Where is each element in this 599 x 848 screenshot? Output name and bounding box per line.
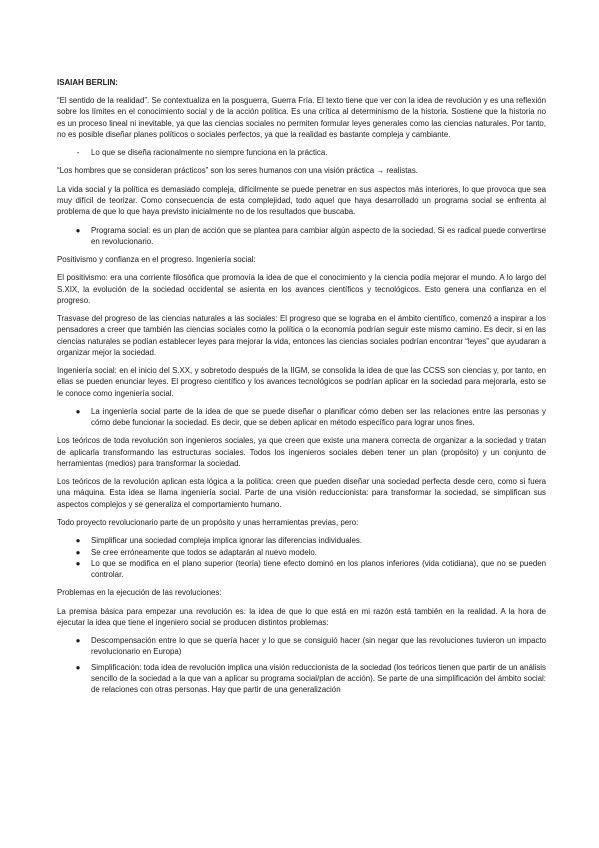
complexity-paragraph: La vida social y la política es demasiado compleja, difícilmente se puede penetrar en sus aspectos más interiores, lo que provoca que sea muy difícil de teorizar. Como consecuencia de esta complejidad, todo aquel que haya desarrollado un programa social se enfrenta al problema de que lo que haya previsto inicialmente no de los resultados que buscaba. [57,184,546,217]
dash-icon: - [76,148,80,158]
list-item [57,225,546,247]
document-body [57,77,546,702]
transfer-paragraph: Trasvase del progreso de las ciencias naturales a las sociales: El progreso que se lograba en el ámbito científico, comenzó a inspirar a los pensadores a creer que también las ciencias sociales como la política o la economía podrían seguir este mismo camino. Es decir, si en las ciencias naturales se podían establecer leyes para mejorar la vida, entonces las ciencias sociales podrían encontrar “leyes” que ayudaran a organizar mejor la sociedad. [57,314,546,357]
theorists-engineers-paragraph: Los teóricos de toda revolución son ingenieros sociales, ya que creen que existe una manera correcta de organizar a la sociedad y tratan de aplicarla transformando las estructuras sociales. Todos los ingenieros sociales deben tener un plan (propósito) y un conjunto de herramientas (medios) para transformar la sociedad. [57,436,546,468]
list-item-text: Simplificar una sociedad compleja implica ignorar las diferencias individuales. [91,536,363,546]
dash-list [57,147,546,158]
project-list [57,535,546,580]
list-item-text: Simplificación: toda idea de revolución implica una visión reduccionista de la sociedad (los teóricos tienen que partir de un análisis sencillo de la sociedad a la que van a aplicar su programa social/plan de acción). Se parte de una simplificación del ámbito social: de relaciones con otras personas. Hay que partir de una generalización [91,662,546,694]
author-heading: ISAIAH BERLIN: [57,78,118,87]
social-program-list [57,225,546,247]
list-item-text: La ingeniería social parte de la idea de que se puede diseñar o planificar cómo deben ser las relaciones entre las personas y cómo debe funcionar la sociedad. Es decir, que se deben aplicar en método específico para lograr unos fines. [91,406,546,428]
bullet-icon: ● [75,225,81,235]
list-item-text: Descompensación entre lo que se quería hacer y lo que se consiguió hacer (sin negar que las revoluciones tuvieron un impacto revolucionario en Europa) [91,636,546,657]
list-item [57,147,546,158]
list-item [57,558,546,580]
intro-paragraph: “El sentido de la realidad”. Se contextualiza en la posguerra, Guerra Fría. El texto tiene que ver con la idea de revolución y es una reflexión sobre los límites en el conocimiento social y de la acción política. Es una crítica al determinismo de la historia. Sostiene que la historia no es un proceso lineal ni inevitable, ya que las ciencias sociales no permiten formular leyes generales como las ciencias naturales. Por tanto, no es posible diseñar planes políticos o sociales perfectos, ya que la realidad es bastante compleja y cambiante. [57,96,546,139]
engineering-list [57,406,546,428]
list-item-text: Lo que se diseña racionalmente no siempre funciona en la práctica. [91,148,328,158]
practical-men-paragraph: “Los hombres que se consideran prácticos” son los seres humanos con una visión práctica → realistas. [57,166,418,176]
positivism-paragraph: El positivismo: era una corriente filosófica que promovía la idea de que el conocimiento y la ciencia podía mejorar el mundo. A lo largo del S.XIX, la evolución de la sociedad occidental se asienta en los avances científicos y tecnológicos. Esto genera una confianza en el progreso. [57,273,546,305]
list-item [57,547,546,558]
list-item-text: Programa social: es un plan de acción que se plantea para cambiar algún aspecto de la sociedad. Si es radical puede convertirse en revolucionario. [91,225,546,246]
premise-paragraph: La premisa básica para empezar una revolución es: la idea de que lo que está en mi razón está también en la realidad. A la hora de ejecutar la idea que tiene el ingeniero social se producen distintos problemas: [57,606,546,627]
list-item [57,406,546,428]
list-item-text: Se cree erróneamente que todos se adaptarán al nuevo modelo. [91,547,317,557]
problem-list [57,635,546,695]
social-engineering-paragraph: Ingeniería social: en el inicio del S.XX, y sobretodo después de la IIGM, se consolida la idea de que las CCSS son ciencias y, por tanto, en ellas se pueden enunciar leyes. El progreso científico y los avances tecnológicos se podrían aplicar en la sociedad para mejorarla, esto se le conoce como ingeniería social. [57,366,546,398]
list-item-text: Lo que se modifica en el plano superior (teoría) tiene efecto dominó en los planos inferiores (vida cotidiana), que no se pueden controlar. [91,558,546,579]
bullet-icon: ● [75,636,81,646]
bullet-icon: ● [75,558,81,568]
theorists-logic-paragraph: Los teóricos de la revolución aplican esta lógica a la política: creen que pueden diseñar una sociedad perfecta desde cero, como si fuera una máquina. Esta idea se llama ingeniería social. Parte de una visión reduccionista: para transformar la sociedad, se simplifican sus aspectos complejos y se generaliza el comportamiento humano. [57,477,546,509]
list-item [57,662,546,696]
section-heading-positivism: Positivismo y confianza en el progreso. Ingeniería social: [57,255,256,264]
list-item [57,535,546,546]
list-item [57,635,546,657]
bullet-icon: ● [75,547,81,557]
projects-intro-paragraph: Todo proyecto revolucionario parte de un propósito y unas herramientas previas, pero: [57,517,359,527]
section-heading-problems: Problemas en la ejecución de las revoluciones: [57,588,222,598]
bullet-icon: ● [75,662,81,672]
bullet-icon: ● [75,406,81,416]
bullet-icon: ● [75,536,81,546]
